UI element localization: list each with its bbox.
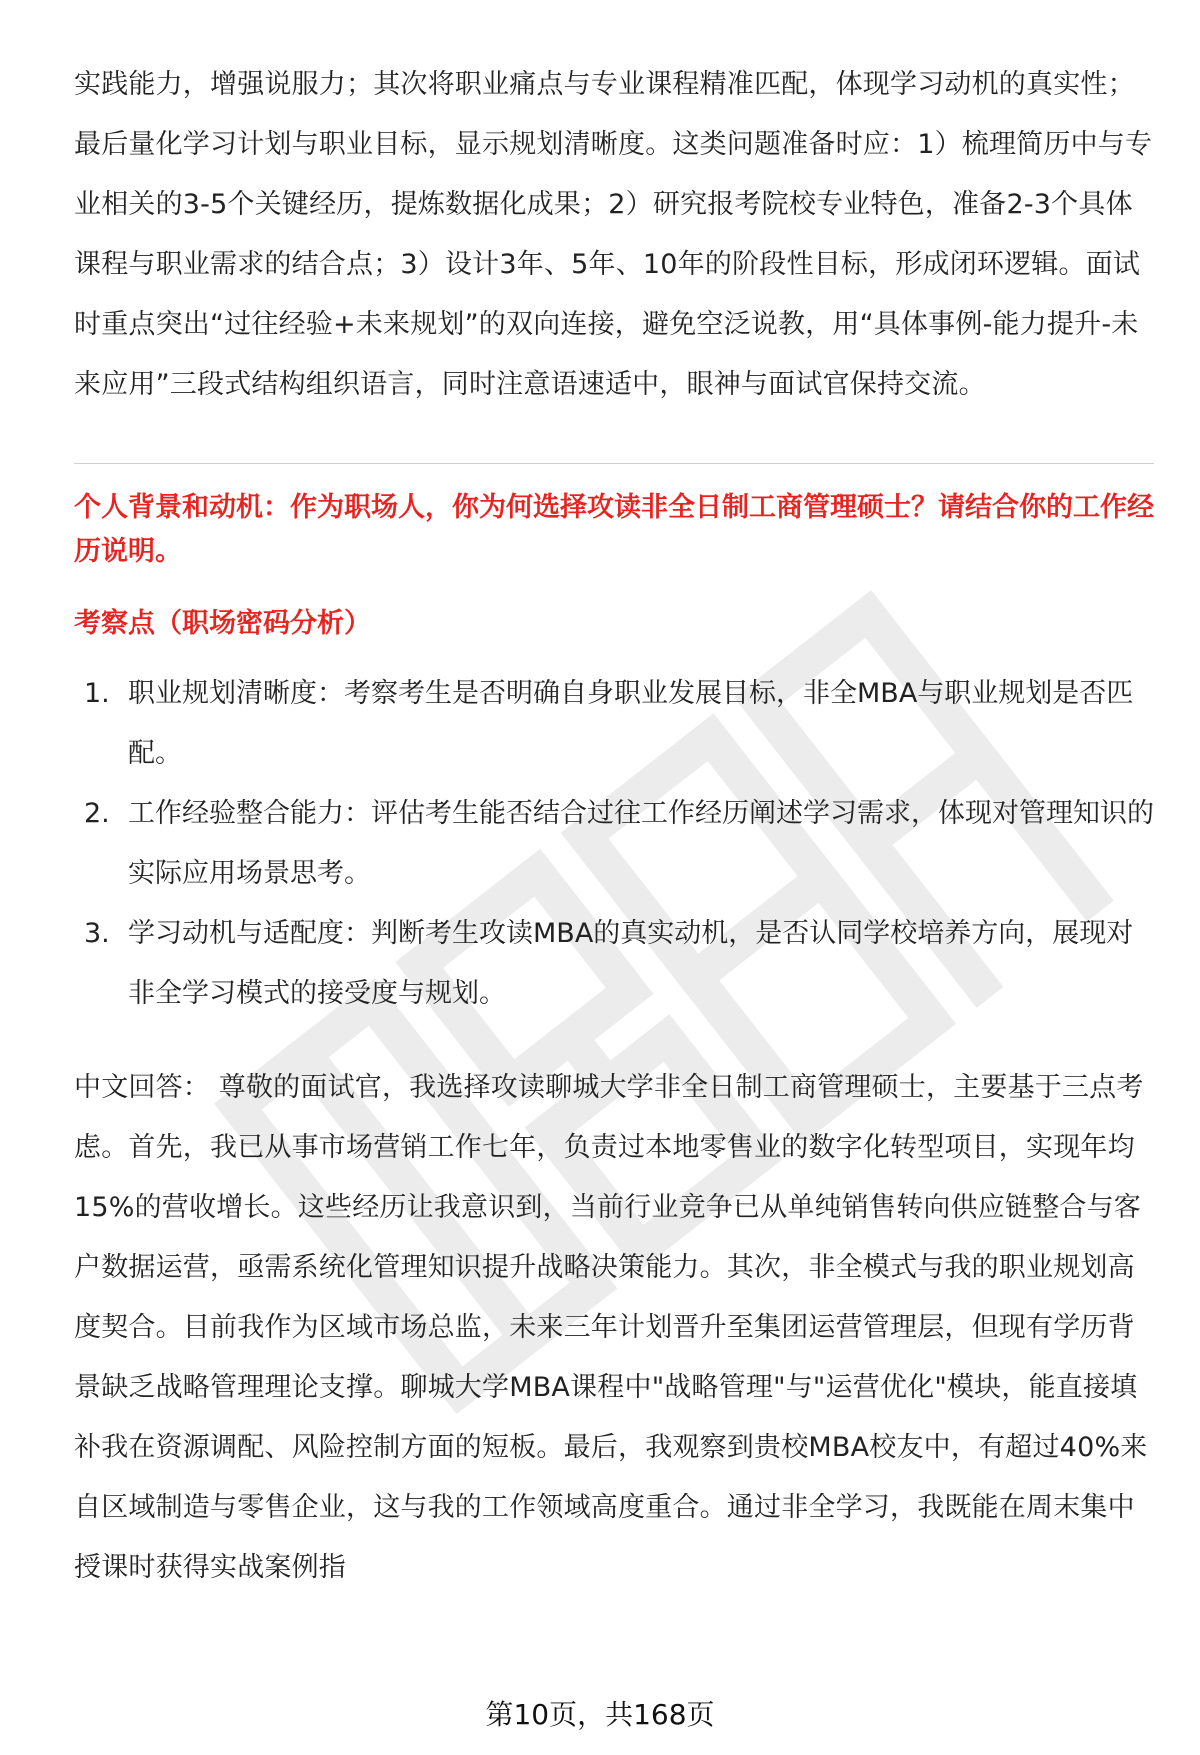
list-item-text: 职业规划清晰度：考察考生是否明确自身职业发展目标，非全MBA与职业规划是否匹配。 bbox=[128, 678, 1134, 769]
list-item-text: 学习动机与适配度：判断考生攻读MBA的真实动机，是否认同学校培养方向，展现对非全学习模式的接受度与规划。 bbox=[128, 918, 1134, 1009]
list-item bbox=[74, 904, 1154, 1024]
list-item-number: 1. bbox=[84, 678, 110, 709]
chinese-answer: 中文回答： 尊敬的面试官，我选择攻读聊城大学非全日制工商管理硕士，主要基于三点考虑。首先，我已从事市场营销工作七年，负责过本地零售业的数字化转型项目，实现年均15%的营收增长。这些经历让我意识到，当前行业竞争已从单纯销售转向供应链整合与客户数据运营，亟需系统化管理知识提升战略决策能力。其次，非全模式与我的职业规划高度契合。目前我作为区域市场总监，未来三年计划晋升至集团运营管理层，但现有学历背景缺乏战略管理理论支撑。聊城大学MBA课程中"战略管理"与"运营优化"模块，能直接填补我在资源调配、风险控制方面的短板。最后，我观察到贵校MBA校友中，有超过40%来自区域制造与零售企业，这与我的工作领域高度重合。通过非全学习，我既能在周末集中授课时获得实战案例指 bbox=[74, 1072, 1148, 1583]
focus-list bbox=[74, 664, 1154, 1024]
list-item bbox=[74, 664, 1154, 784]
section-divider bbox=[74, 463, 1154, 464]
focus-heading: 考察点（职场密码分析） bbox=[74, 608, 371, 639]
list-item-text: 工作经验整合能力：评估考生能否结合过往工作经历阐述学习需求，体现对管理知识的实际应用场景思考。 bbox=[128, 798, 1154, 889]
list-item-number: 2. bbox=[84, 798, 110, 829]
page-number-footer: 第10页，共168页 bbox=[485, 1698, 715, 1731]
interview-question: 个人背景和动机：作为职场人，你为何选择攻读非全日制工商管理硕士？请结合你的工作经历说明。 bbox=[74, 492, 1154, 567]
list-item bbox=[74, 784, 1154, 904]
list-item-number: 3. bbox=[84, 918, 110, 949]
intro-paragraph: 实践能力，增强说服力；其次将职业痛点与专业课程精准匹配，体现学习动机的真实性；最后量化学习计划与职业目标，显示规划清晰度。这类问题准备时应：1）梳理简历中与专业相关的3-5个关键经历，提炼数据化成果；2）研究报考院校专业特色，准备2-3个具体课程与职业需求的结合点；3）设计3年、5年、10年的阶段性目标，形成闭环逻辑。面试时重点突出“过往经验+未来规划”的双向连接，避免空泛说教，用“具体事例-能力提升-未来应用”三段式结构组织语言，同时注意语速适中，眼神与面试官保持交流。 bbox=[74, 69, 1153, 400]
document-page bbox=[74, 55, 1154, 1598]
